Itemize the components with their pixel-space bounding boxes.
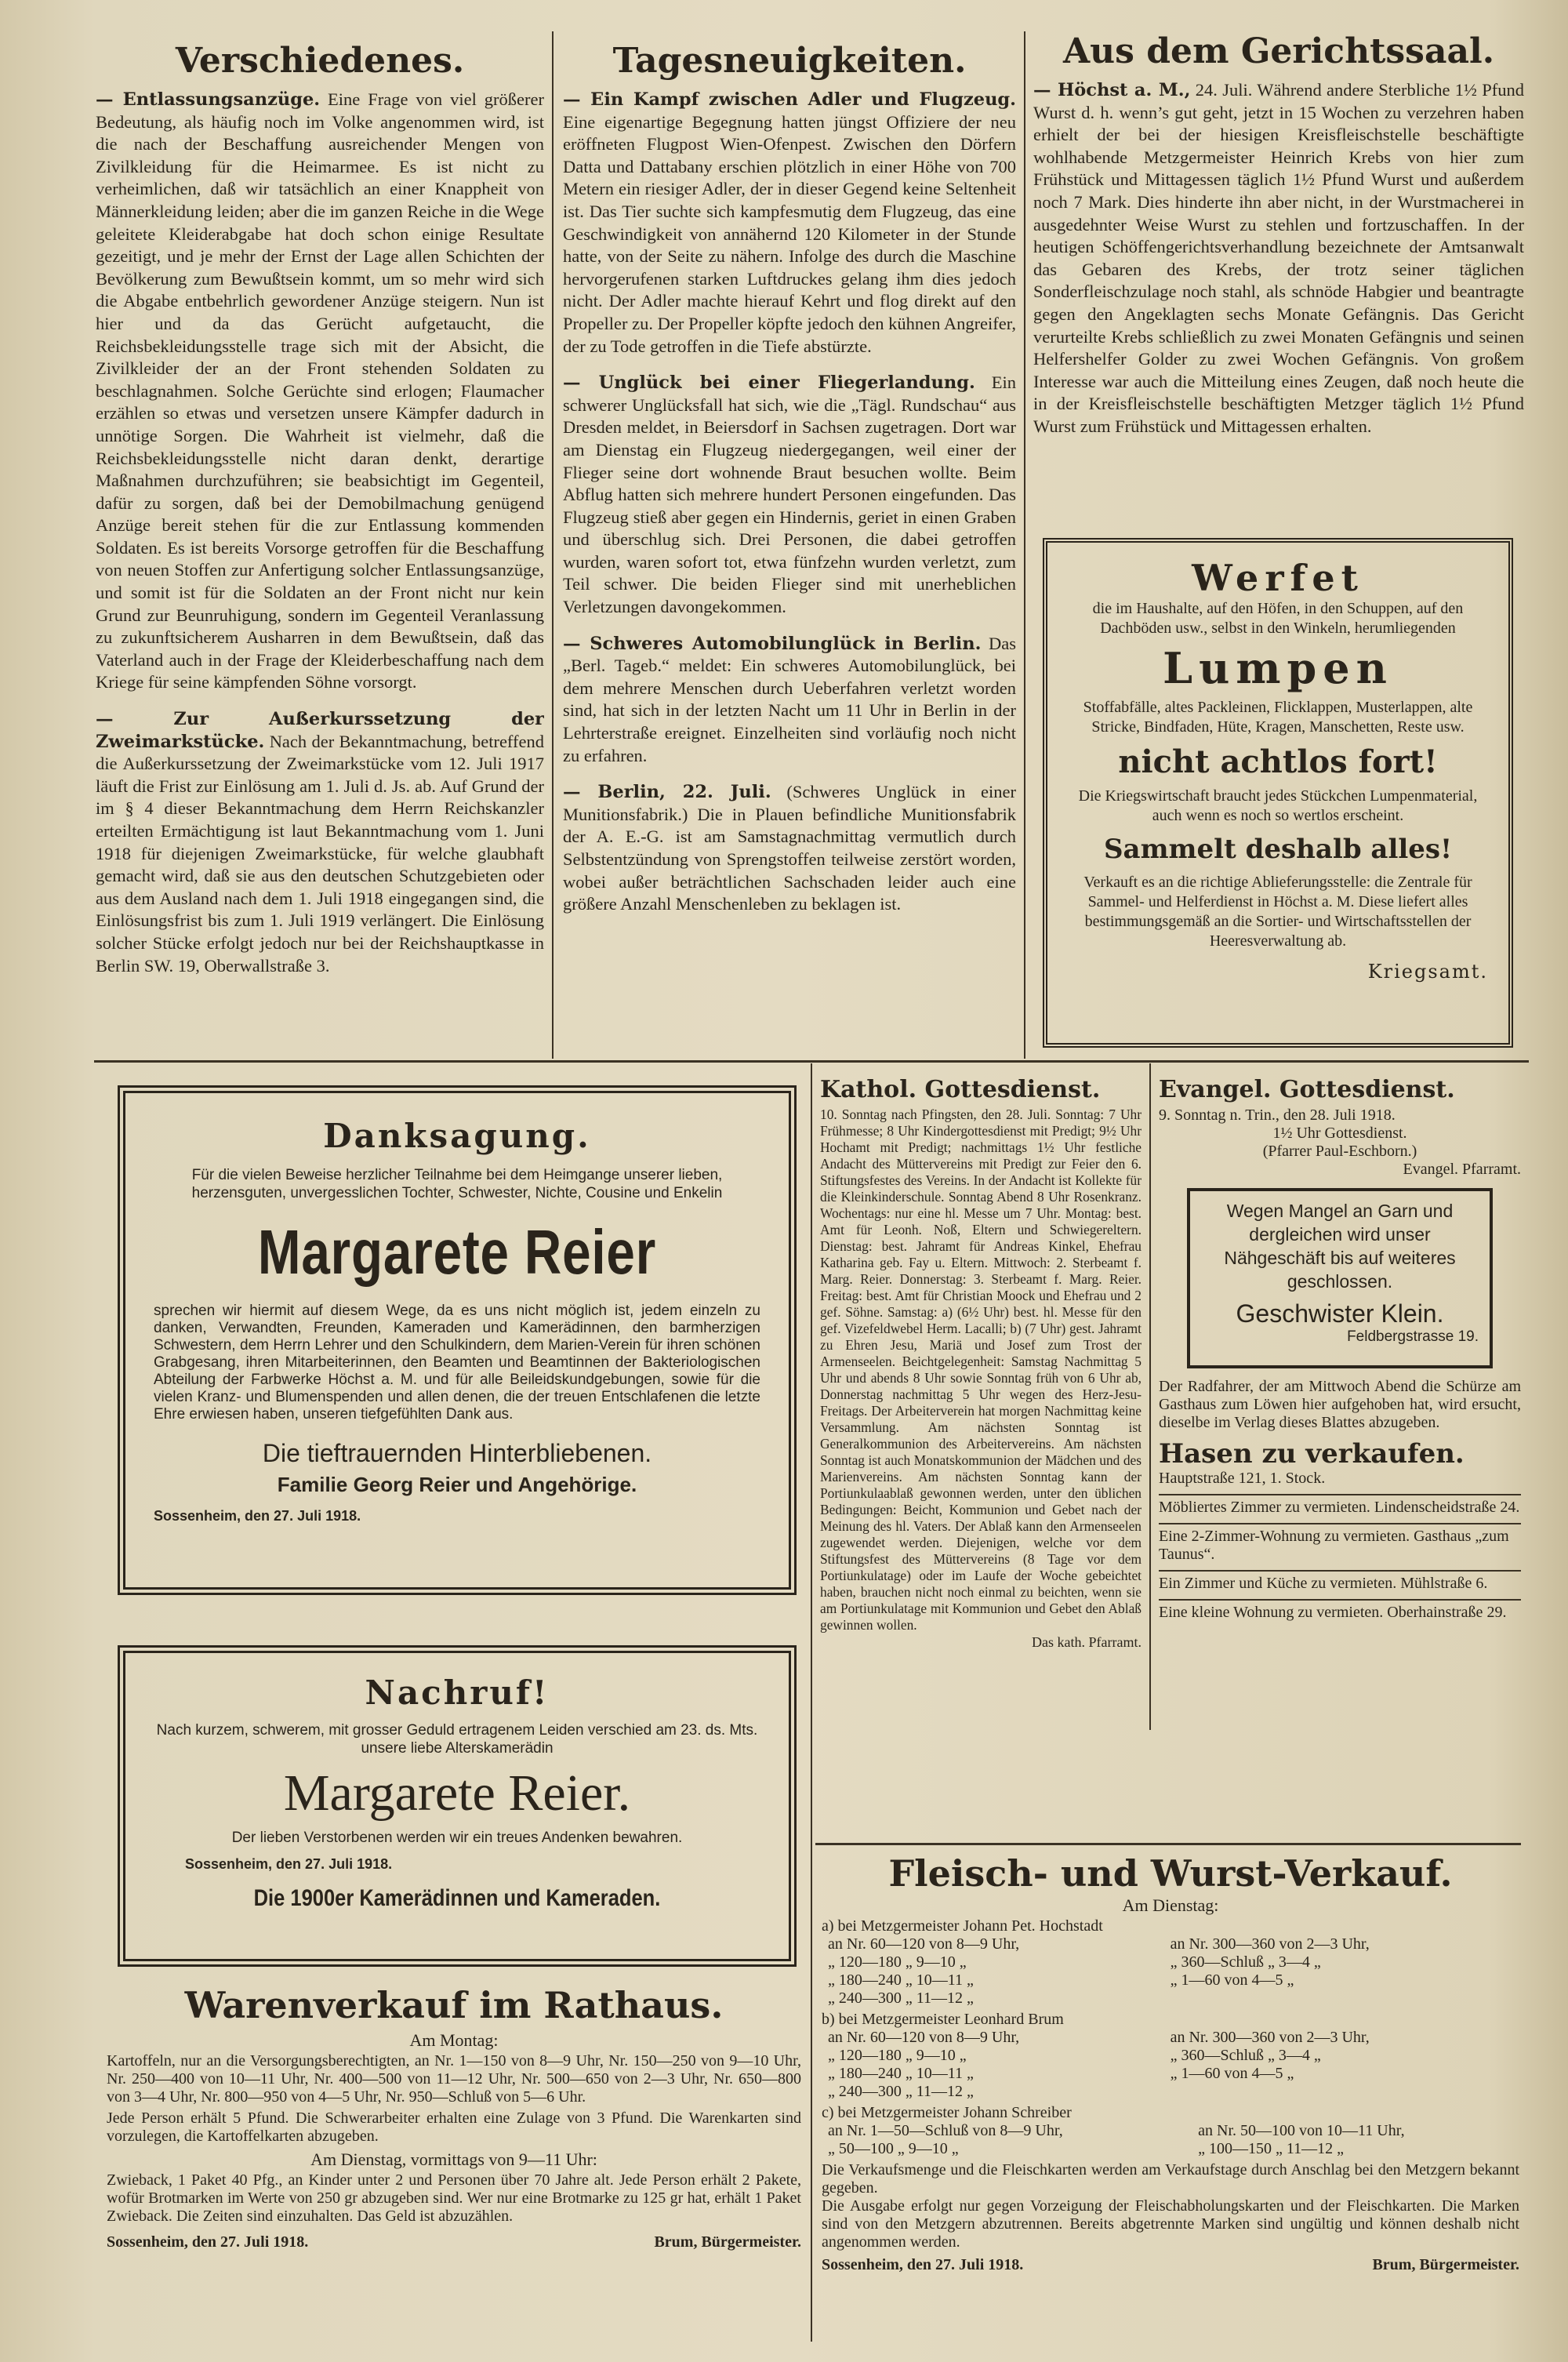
notice-title: Danksagung. [323, 1117, 591, 1155]
column-ads-right [1159, 1076, 1521, 1841]
ad-headline: Sammelt deshalb alles! [1103, 834, 1452, 865]
ad-signature: Kriegsamt. [1367, 961, 1488, 983]
classified-ad: Eine kleine Wohnung zu vermieten. Oberhainstraße 29. [1159, 1599, 1521, 1622]
section-heading: Verschiedenes. [175, 41, 465, 81]
article [96, 708, 544, 977]
classified-ad: Ein Zimmer und Küche zu vermieten. Mühlstraße 6. [1159, 1570, 1521, 1593]
article-title: — Entlassungsanzüge. [96, 89, 321, 110]
radfahrer-ad: Der Radfahrer, der am Mittwoch Abend die Schürze am Gasthaus zum Löwen hier aufgehoben hat, wird ersucht, dieselbe im Verlag dieses Blattes abzugeben. [1159, 1378, 1521, 1431]
klein-ad [1187, 1188, 1493, 1368]
column-rule [552, 31, 554, 1059]
notice-place-date: Sossenheim, den 27. Juli 1918. [185, 1856, 393, 1872]
notice-footer [822, 2256, 1519, 2274]
notice-place-date: Sossenheim, den 27. Juli 1918. [107, 2233, 309, 2251]
times-right [1164, 2029, 1519, 2101]
article-title: — Ein Kampf zwischen Adler und Flugzeug. [563, 89, 1016, 110]
classified-ad: Eine 2-Zimmer-Wohnung zu vermieten. Gasthaus „zum Taunus“. [1159, 1523, 1521, 1564]
time-slot: an Nr. 50—100 von 10—11 Uhr, [1198, 2122, 1405, 2139]
danksagung-notice [118, 1085, 797, 1595]
time-slot: „ 120—180 „ 9—10 „ [828, 2047, 967, 2064]
notice-signature: Evangel. Pfarramt. [1403, 1161, 1521, 1178]
time-slot: „ 50—100 „ 9—10 „ [828, 2140, 959, 2157]
times-left [822, 1935, 1164, 2008]
fleisch-wurst-verkauf [822, 1852, 1519, 2354]
notice-intro: Nach kurzem, schwerem, mit grosser Geduld ertragenem Leiden verschied am 23. ds. Mts. unsere liebe Alterskamerädin [156, 1722, 758, 1757]
ad-headline: Lumpen [1163, 643, 1393, 693]
butcher-c-table [822, 2122, 1519, 2158]
article [563, 633, 1016, 768]
ad-headline: nicht achtlos fort! [1118, 743, 1438, 780]
butcher-a-heading: a) bei Metzgermeister Johann Pet. Hochstadt [822, 1917, 1103, 1935]
notice-title: Warenverkauf im Rathaus. [184, 1984, 724, 2026]
column-rule [1024, 31, 1025, 1059]
ad-text: Wegen Mangel an Garn und dergleichen wird unser Nähgeschäft bis auf weiteres geschlossen. [1224, 1201, 1456, 1292]
notice-text: Die Ausgabe erfolgt nur gegen Vorzeigung der Fleischabholungskarten und der Fleischkarten. Die Marken sind von den Metzgern abzutrennen. Bereits abgetrennte Marken sind ungültig und können deshalb nicht angenommen werden. [822, 2197, 1519, 2251]
time-slot: „ 360—Schluß „ 3—4 „ [1170, 2047, 1321, 2064]
notice-footer [107, 2233, 801, 2251]
article [1033, 79, 1524, 438]
notice-text: 10. Sonntag nach Pfingsten, den 28. Juli. Sonntag: 7 Uhr Frühmesse; 8 Uhr Kindergottesdienst mit Predigt; 9½ Uhr Hochamt mit Predigt; nachmittags 1½ Uhr festliche Andacht des Müttervereins mit Predigt zur Feier den 6. Stiftungsfestes des Vereins. In der Andacht ist Kollekte für die Kleinkinderschule. Sonntag Abend 8 Uhr Rosenkranz. Wochentags: nur eine hl. Messe um 7 Uhr. Montag: best. Amt für Leonh. Noß, Eltern und Schwiegereltern. Dienstag: best. Jahramt für Andreas Kinkel, Ehefrau Katharina geb. Fay u. Eltern. Mittwoch: 2. Sterbeamt f. Marg. Reier. Donnerstag: 3. Sterbeamt f. Marg. Reier. Freitag: best. Amt für Christian Moock und Ehefrau und 2 gef. Söhne. Samstag: a) (6½ Uhr) best. hl. Messe für den gef. Vizefeldwebel Herm. Lacalli; b) (7 Uhr) gest. Jahramt zu Ehren Jesu, Mariä und Josef zum Trost der Armenseelen. Beichtgelegenheit: Samstag Nachmittag 5 Uhr und abends 8 Uhr sowie Sonntag früh von 6 Uhr ab, Donnerstag nachmittag 5 Uhr wegen des Herz-Jesu-Freitags. Der Arbeiterverein hat morgen Nachmittag keine Versammlung. Am nächsten Sonntag ist Generalkommunion des Arbeitervereins. Am nächsten Sonntag ist auch Monatskommunion der Mädchen und des Marienvereins. Am nächsten Sonntag kann der Portiunkulaablaß gewonnen werden, unter den üblichen Bedingungen: Beicht, Kommunion und Gebet nach der Meinung des hl. Vaters. Der Ablaß kann den Armenseelen zugewendet werden. Diejenigen, welche vor dem Stiftungsfest des Müttervereins (8 Tage vor dem Portiunkulatage) oder im Laufe der Woche gebeichtet haben, brauchen nicht noch einmal zu beichten, wenn sie am Portiunkulatage mit Kommunion und Gebet den Ablaß gewinnen wollen. [820, 1107, 1142, 1633]
article [96, 89, 544, 694]
notice-text: Die Verkaufsmenge und die Fleischkarten werden am Verkaufstage durch Anschlag bei den Metzgern bekannt gegeben. [822, 2161, 1519, 2197]
article-text: Ein schwerer Unglücksfall hat sich, wie die „Tägl. Rundschau“ aus Dresden meldet, in Beiersdorf in Sachsen zugetragen. Dort war am Dienstag ein Flugzeug niedergegangen, weil einer der Flieger seine dort wohnende Braut besuchen wollte. Beim Abflug hatten sich mehrere hundert Personen eingefunden. Das Flugzeug stieß aber gegen ein Hindernis, geriet in einen Graben und überschlug sich. Drei Personen, die dabei getroffen wurden, waren sofort tot, etwa fünfzehn wurden verletzt, zum Teil schwer. Die beiden Flieger sind mit unerheblichen Verletzungen davongekommen. [563, 372, 1016, 617]
article-text: Eine eigenartige Begegnung hatten jüngst Offiziere der neu eröffneten Flugpost Wien-Ofenpest. Zwischen den Dörfern Datta und Dattabany erschien plötzlich in einer Höhe von 700 Metern ein riesiger Adler, der in dieser Gegend keine Seltenheit ist. Das Tier suchte sich kampfesmutig dem Flugzeug, das eine Geschwindigkeit von annähernd 120 Kilometer in der Stunde hatte, von der Seite zu nähern. Infolge des durch die Maschine hervorgerufenen starken Luftdruckes gelang ihm dies jedoch nicht. Der Adler machte hierauf Kehrt und flog direkt auf den Propeller zu. Der Propeller köpfte jedoch den kühnen Angreifer, der zu Tode getroffen in die Tiefe abstürzte. [563, 111, 1016, 356]
notice-text: Kartoffeln, nur an die Versorgungsberechtigten, an Nr. 1—150 von 8—9 Uhr, Nr. 150—250 von 9—10 Uhr, Nr. 250—400 von 10—11 Uhr, Nr. 400—500 von 11—12 Uhr, Nr. 500—650 von 2—3 Uhr, Nr. 650—800 von 3—4 Uhr, Nr. 800—950 von 4—5 Uhr, Nr. 950—Schluß von 5—6 Uhr. [107, 2052, 801, 2106]
section-rule [94, 1060, 1529, 1063]
ad-text: die im Haushalte, auf den Höfen, in den Schuppen, auf den Dachböden usw., selbst in den Winkeln, herumliegenden [1092, 600, 1464, 637]
notice-signature: Die 1900er Kamerädinnen und Kameraden. [253, 1885, 661, 1911]
ad-text: Stoffabfälle, altes Packleinen, Flicklappen, Musterlappen, alte Stricke, Bindfaden, Hüte, Kragen, Manschetten, Reste usw. [1083, 699, 1473, 736]
notice-title: Evangel. Gottesdienst. [1159, 1076, 1455, 1103]
article-title: — Zur Außerkurssetzung der Zweimarkstücke. [96, 709, 544, 752]
ad-headline: Werfet [1192, 557, 1364, 599]
notice-title: Nachruf! [365, 1673, 550, 1712]
notice-place-date: Sossenheim, den 27. Juli 1918. [154, 1508, 361, 1524]
column-rule [1149, 1063, 1151, 1730]
ad-text: Verkauft es an die richtige Ablieferungsstelle: die Zentrale für Sammel- und Helferdienst in Höchst a. M. Diese liefert alles bestimmungsgemäß an die Sortier- und Wirtschaftsstellen der Heeresverwaltung ab. [1083, 874, 1472, 950]
time-slot: an Nr. 60—120 von 8—9 Uhr, [828, 2029, 1020, 2046]
hasen-ad-address: Hauptstraße 121, 1. Stock. [1159, 1470, 1326, 1487]
notice-signature: Die tieftrauernden Hinterbliebenen. [262, 1439, 652, 1467]
notice-place-date: Sossenheim, den 27. Juli 1918. [822, 2256, 1024, 2273]
notice-text: (Pfarrer Paul-Eschborn.) [1262, 1143, 1417, 1160]
article [563, 372, 1016, 619]
ad-firm: Geschwister Klein. [1236, 1299, 1444, 1328]
time-slot: „ 100—150 „ 11—12 „ [1198, 2140, 1345, 2157]
time-slot: „ 360—Schluß „ 3—4 „ [1170, 1953, 1321, 1971]
time-slot: „ 180—240 „ 10—11 „ [828, 1971, 974, 1989]
column-verschiedenes [96, 41, 544, 1052]
kathol-gottesdienst [820, 1076, 1142, 1852]
butcher-b-heading: b) bei Metzgermeister Leonhard Brum [822, 2011, 1064, 2028]
times-right [1164, 1935, 1519, 2008]
butcher-c-heading: c) bei Metzgermeister Johann Schreiber [822, 2104, 1072, 2121]
time-slot: „ 1—60 von 4—5 „ [1170, 1971, 1294, 1989]
notice-text: Der lieben Verstorbenen werden wir ein treues Andenken bewahren. [231, 1830, 683, 1846]
hasen-ad-title: Hasen zu verkaufen. [1159, 1438, 1465, 1470]
notice-text: 1½ Uhr Gottesdienst. [1272, 1125, 1407, 1142]
section-heading: Tagesneuigkeiten. [612, 41, 967, 81]
article-text: Nach der Bekanntmachung, betreffend die Außerkurssetzung der Zweimarkstücke vom 12. Juli 1917 läuft die Frist zur Einlösung am 1. Juli d. Js. ab. Auf Grund der im § 4 dieser Bekanntmachung dem Herrn Reichskanzler erteilten Ermächtigung ist laut Bekanntmachung vom 1. Juni 1918 für diejenigen Zweimarkstücke, für welche glaubhaft gemacht wird, daß sie aus den deutschen Schutzgebieten oder aus dem Ausland nach dem 1. Juli 1918 eingegangen sind, die Einlösungsfrist bis zum 1. Juli 1919 verlängert. Die Einlösung solcher Stücke erfolgt jedoch nur bei der Reichshauptkasse in Berlin SW. 19, Oberwallstraße 3. [96, 731, 544, 976]
lumpen-ad [1043, 538, 1513, 1048]
time-slot: „ 240—300 „ 11—12 „ [828, 2083, 974, 2100]
times-left [822, 2029, 1164, 2101]
times-right [1192, 2122, 1519, 2158]
section-heading: Aus dem Gerichtssaal. [1062, 31, 1495, 71]
notice-text: Zwieback, 1 Paket 40 Pfg., an Kinder unter 2 und Personen über 70 Jahre alt. Jede Person erhält 2 Pakete, wofür Brotmarken im Werte von 250 gr abzugeben sind. Wer nur eine Brotmarke zu 125 gr hat, erhält 1 Paket Zwieback. Die Zeiten sind einzuhalten. Das Geld ist abzuzählen. [107, 2171, 801, 2225]
notice-text: Jede Person erhält 5 Pfund. Die Schwerarbeiter erhalten eine Zulage von 3 Pfund. Die Warenkarten sind vorzulegen, die Kartoffelkarten abzugeben. [107, 2109, 801, 2145]
time-slot: an Nr. 300—360 von 2—3 Uhr, [1170, 1935, 1370, 1953]
notice-title: Fleisch- und Wurst-Verkauf. [888, 1852, 1453, 1895]
article-text: (Schweres Unglück in einer Munitionsfabrik.) Die in Plauen befindliche Munitionsfabrik der A. E.-G. ist am Samstagnachmittag vermutlich durch Selbstentzündung von Sprengstoffen teilweise zerstört worden, wobei außer beträchtlichen Sachschaden leider auch eine größere Anzahl Menschenleben zu beklagen ist. [563, 782, 1016, 914]
notice-signature: Familie Georg Reier und Angehörige. [277, 1473, 637, 1496]
article-text: Das „Berl. Tageb.“ meldet: Ein schweres Automobilunglück, bei dem mehrere Menschen durch Ueberfahren verletzt worden sind, hat sich in der letzten Nacht um 11 Uhr in Berlin in der Lehrterstraße ereignet. Einzelheiten sind vorläufig noch nicht zu erfahren. [563, 633, 1016, 765]
time-slot: „ 120—180 „ 9—10 „ [828, 1953, 967, 1971]
column-rule [811, 1063, 812, 2342]
column-tagesneuigkeiten [563, 41, 1016, 1052]
article [563, 89, 1016, 358]
notice-signature: Das kath. Pfarramt. [1032, 1634, 1142, 1650]
butcher-b-table [822, 2029, 1519, 2101]
notice-day: Am Dienstag: [1122, 1895, 1219, 1915]
notice-body: sprechen wir hiermit auf diesem Wege, da es uns nicht möglich ist, jedem einzeln zu danken, Verwandten, Freunden, Kameraden und Kamerädinnen, den barmherzigen Schwestern, dem Herrn Lehrer und den Schulkindern, dem Marien-Verein für ihren schönen Grabgesang, ihren Mitarbeiterinnen, den Beamten und Beamtinnen der Bakteriologischen Abteilung der Farbwerke Höchst a. M. und für alle Beileidskundgebungen, sowie für die vielen Kranz- und Blumenspenden und allen denen, die der treuen Entschlafenen die letzte Ehre erwiesen haben, unseren tiefgefühlten Dank aus. [154, 1303, 760, 1423]
notice-intro: Für die vielen Beweise herzlicher Teilnahme bei dem Heimgange unserer lieben, herzensguten, unvergesslichen Tochter, Schwester, Nichte, Cousine und Enkelin [191, 1167, 723, 1201]
notice-signature: Brum, Bürgermeister. [654, 2233, 801, 2251]
deceased-name: Margarete Reier. [283, 1764, 631, 1822]
classified-ad: Möbliertes Zimmer zu vermieten. Lindenscheidstraße 24. [1159, 1494, 1521, 1517]
time-slot: an Nr. 300—360 von 2—3 Uhr, [1170, 2029, 1370, 2046]
article [563, 781, 1016, 916]
article-text: Eine Frage von viel größerer Bedeutung, als häufig noch im Volke angenommen wird, ist die nach der Beschaffung ausreichender Mengen von Zivilkleidung für die Heimarmee. Es ist nicht zu verheimlichen, daß wir tatsächlich an einer Knappheit von Männerkleidung leiden; aber die im ganzen Reiche in die Wege geleitete Kleiderabgabe hat doch schon einige Resultate gezeitigt, und je mehr der Ernst der Lage allen Schichten der Bevölkerung zum Bewußtsein kommt, um so mehr wird sich die Abgabe entbehrlich gewordener Anzüge steigern. Nun ist hier und da das Gerücht aufgetaucht, die Reichsbekleidungsstelle trage sich mit der Absicht, die Zivilkleider der an der Front stehenden Soldaten zu beschlagnahmen. Solche Gerüchte sind erlogen; Flaumacher erzählen so etwas und versetzen unsere Kämpfer dadurch in unnötige Sorgen. Die Wahrheit ist vielmehr, daß die Reichsbekleidungsstelle nicht daran denkt, derartige Maßnahmen durchzuführen; sie beabsichtigt im Gegenteil, dafür zu sorgen, daß bei der Demobilmachung genügend Anzüge bereit stehen für die zur Entlassung kommenden Soldaten. Es ist bereits Vorsorge getroffen für die Beschaffung von neuen Stoffen zur Anfertigung solcher Entlassungsanzüge, und somit ist für die Soldaten an der Front nicht nur kein Grund zur Beunruhigung, sondern im Gegenteil Veranlassung zu zukunftsicherem Ausharren in dem Bewußtsein, daß das Vaterland auch in der Frage der Kleiderbeschaffung nach dem Kriege für seine kämpfenden Söhne vorsorgt. [96, 89, 544, 692]
time-slot: an Nr. 60—120 von 8—9 Uhr, [828, 1935, 1020, 1953]
notice-day: Am Dienstag, vormittags von 9—11 Uhr: [310, 2149, 597, 2169]
notice-signature: Brum, Bürgermeister. [1372, 2256, 1519, 2273]
article-title: — Unglück bei einer Fliegerlandung. [563, 372, 975, 394]
ad-address: Feldbergstrasse 19. [1347, 1328, 1479, 1345]
article-title: — Schweres Automobilunglück in Berlin. [563, 633, 982, 654]
article-text: 24. Juli. Während andere Sterbliche 1½ Pfund Wurst d. h. wenn’s gut geht, jetzt in 15 Wochen zu verzehren haben erhielt der bei der hiesigen Kreisfleischstelle beschäftigte wohlhabende Metzgermeister Heinrich Krebs von hier zum Frühstück und Mittagessen täglich 1½ Pfund Wurst und außerdem noch 7 Mark. Dies hinderte ihn aber nicht, in der Wurstmacherei in ausgedehnter Weise Wurst zu stehlen und fortzuschaffen. In der heutigen Schöffengerichtsverhandlung bezeichnete der Amtsanwalt das Gebaren des Krebs, der trotz seiner täglichen Sonderfleischzulage noch stahl, als schnöde Habgier und beantragte gegen den Angeklagten sechs Monate Gefängnis. Das Gericht verurteilte Krebs schließlich zu zwei Monaten Gefängnis und seinen Helfershelfer Golder zu zwei Wochen Gefängnis. Von großem Interesse war auch die Mitteilung eines Zeugen, daß noch heute die in der Kreisfleischstelle beschäftigten Metzger täglich 1½ Pfund Wurst zum Frühstück und Mittagessen erhalten. [1033, 80, 1524, 436]
times-left [822, 2122, 1192, 2158]
ad-text: Die Kriegswirtschaft braucht jedes Stückchen Lumpenmaterial, auch wenn es noch so wertlos erscheint. [1078, 787, 1478, 824]
nachruf-notice [118, 1645, 797, 1967]
notice-text: 9. Sonntag n. Trin., den 28. Juli 1918. [1159, 1107, 1396, 1124]
warenverkauf-notice [107, 1984, 801, 2353]
article-title: — Höchst a. M., [1033, 80, 1191, 100]
time-slot: „ 240—300 „ 11—12 „ [828, 1990, 974, 2007]
article-title: — Berlin, 22. Juli. [563, 782, 771, 803]
column-gerichtssaal [1033, 31, 1524, 549]
time-slot: an Nr. 1—50—Schluß von 8—9 Uhr, [828, 2122, 1063, 2139]
time-slot: „ 1—60 von 4—5 „ [1170, 2065, 1294, 2082]
deceased-name: Margarete Reier [257, 1217, 657, 1287]
notice-day: Am Montag: [409, 2030, 499, 2050]
butcher-a-table [822, 1935, 1519, 2008]
time-slot: „ 180—240 „ 10—11 „ [828, 2065, 974, 2082]
notice-title: Kathol. Gottesdienst. [820, 1076, 1101, 1103]
